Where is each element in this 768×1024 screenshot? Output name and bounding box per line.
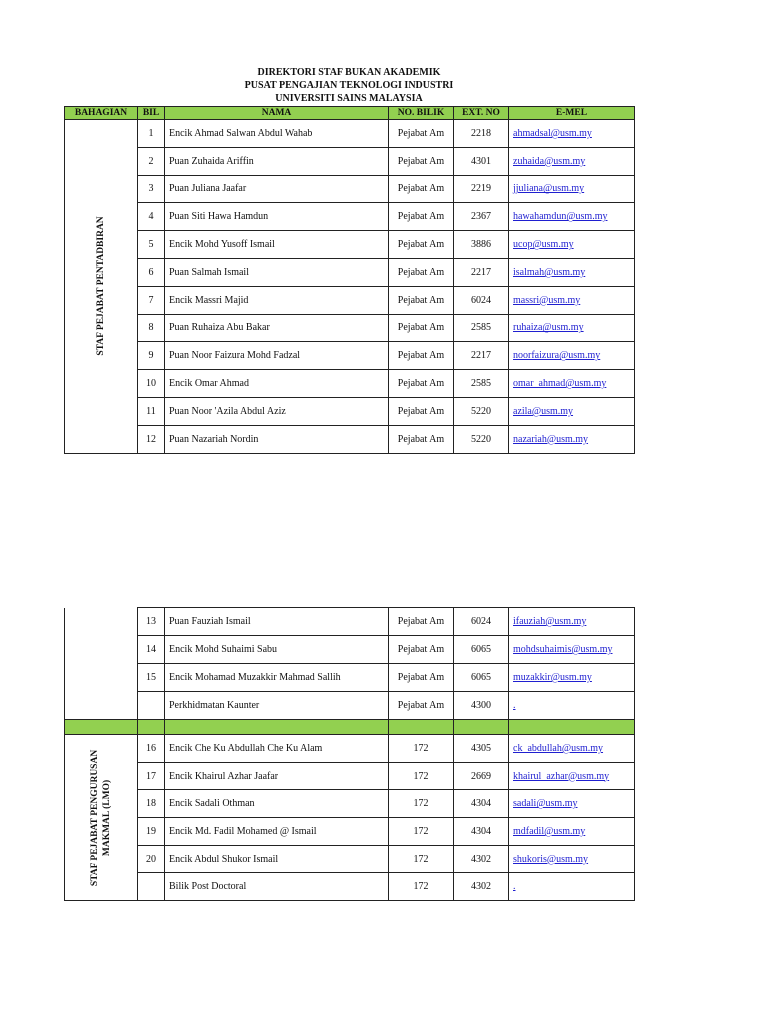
extension-number: 6065 xyxy=(454,664,509,692)
title-line-3: UNIVERSITI SAINS MALAYSIA xyxy=(275,93,423,104)
email-link[interactable]: ahmadsal@usm.my xyxy=(509,120,635,148)
extension-number: 2217 xyxy=(454,258,509,286)
extension-number: 4302 xyxy=(454,845,509,873)
table-row xyxy=(65,175,635,203)
header-bil: BIL xyxy=(138,107,165,120)
email-link[interactable]: mdfadil@usm.my xyxy=(509,818,635,846)
header-email: E-MEL xyxy=(509,107,635,120)
room-number: Pejabat Am xyxy=(389,664,454,692)
row-number: 1 xyxy=(138,120,165,148)
room-number: Pejabat Am xyxy=(389,692,454,720)
table-row xyxy=(65,314,635,342)
table-row xyxy=(65,397,635,425)
extension-number: 2219 xyxy=(454,175,509,203)
table-row xyxy=(65,258,635,286)
row-number: 6 xyxy=(138,258,165,286)
room-number: 172 xyxy=(389,790,454,818)
extension-number: 2585 xyxy=(454,370,509,398)
email-link[interactable]: muzakkir@usm.my xyxy=(509,664,635,692)
staff-name: Perkhidmatan Kaunter xyxy=(165,692,389,720)
staff-name: Puan Siti Hawa Hamdun xyxy=(165,203,389,231)
section-label xyxy=(95,217,107,356)
room-number: Pejabat Am xyxy=(389,314,454,342)
room-number: Pejabat Am xyxy=(389,175,454,203)
room-number: 172 xyxy=(389,735,454,763)
row-number: 19 xyxy=(138,818,165,846)
room-number: Pejabat Am xyxy=(389,231,454,259)
extension-number: 2669 xyxy=(454,762,509,790)
email-link[interactable]: zuhaida@usm.my xyxy=(509,147,635,175)
table-row xyxy=(65,203,635,231)
room-number: 172 xyxy=(389,762,454,790)
email-link[interactable]: noorfaizura@usm.my xyxy=(509,342,635,370)
section-label-line-1: STAF PEJABAT PENGURUSAN xyxy=(90,749,100,886)
extension-number: 4302 xyxy=(454,873,509,901)
row-number xyxy=(138,873,165,901)
extension-number: 2218 xyxy=(454,120,509,148)
staff-name: Puan Fauziah Ismail xyxy=(165,608,389,636)
email-link[interactable]: omar_ahmad@usm.my xyxy=(509,370,635,398)
header-bahagian: BAHAGIAN xyxy=(65,107,138,120)
row-number: 16 xyxy=(138,735,165,763)
room-number: 172 xyxy=(389,818,454,846)
row-number: 5 xyxy=(138,231,165,259)
row-number xyxy=(138,692,165,720)
room-number: Pejabat Am xyxy=(389,203,454,231)
section-label-cell xyxy=(65,608,138,720)
table-row xyxy=(65,147,635,175)
email-link[interactable]: massri@usm.my xyxy=(509,286,635,314)
room-number: Pejabat Am xyxy=(389,258,454,286)
table-row xyxy=(65,664,635,692)
room-number: Pejabat Am xyxy=(389,120,454,148)
staff-name: Encik Che Ku Abdullah Che Ku Alam xyxy=(165,735,389,763)
row-number: 9 xyxy=(138,342,165,370)
table-row xyxy=(65,425,635,453)
title-line-1: DIREKTORI STAF BUKAN AKADEMIK xyxy=(257,67,441,78)
section-label-text: STAF PEJABAT PENTADBIRAN xyxy=(96,216,106,356)
row-number: 8 xyxy=(138,314,165,342)
table-row xyxy=(65,231,635,259)
row-number: 2 xyxy=(138,147,165,175)
table-row xyxy=(65,845,635,873)
table-row xyxy=(65,370,635,398)
staff-name: Bilik Post Doctoral xyxy=(165,873,389,901)
extension-number: 4301 xyxy=(454,147,509,175)
email-link[interactable]: ruhaiza@usm.my xyxy=(509,314,635,342)
section-separator-row xyxy=(65,720,635,735)
email-link[interactable]: nazariah@usm.my xyxy=(509,425,635,453)
email-link[interactable]: . xyxy=(509,873,635,901)
staff-name: Puan Noor 'Azila Abdul Aziz xyxy=(165,397,389,425)
row-number: 10 xyxy=(138,370,165,398)
table-row xyxy=(65,818,635,846)
extension-number: 5220 xyxy=(454,425,509,453)
extension-number: 2585 xyxy=(454,314,509,342)
header-ext-no: EXT. NO xyxy=(454,107,509,120)
staff-name: Encik Mohd Yusoff Ismail xyxy=(165,231,389,259)
table-row xyxy=(65,120,635,148)
section-label xyxy=(89,749,113,885)
table-row xyxy=(65,873,635,901)
staff-name: Encik Mohamad Muzakkir Mahmad Sallih xyxy=(165,664,389,692)
separator-cell xyxy=(165,720,389,735)
email-link[interactable]: shukoris@usm.my xyxy=(509,845,635,873)
extension-number: 4305 xyxy=(454,735,509,763)
table-row xyxy=(65,342,635,370)
staff-name: Encik Abdul Shukor Ismail xyxy=(165,845,389,873)
room-number: Pejabat Am xyxy=(389,636,454,664)
email-link[interactable]: hawahamdun@usm.my xyxy=(509,203,635,231)
staff-name: Encik Massri Majid xyxy=(165,286,389,314)
staff-name: Puan Zuhaida Ariffin xyxy=(165,147,389,175)
staff-name: Puan Juliana Jaafar xyxy=(165,175,389,203)
separator-cell xyxy=(509,720,635,735)
row-number: 18 xyxy=(138,790,165,818)
staff-name: Encik Md. Fadil Mohamed @ Ismail xyxy=(165,818,389,846)
staff-directory-table-continued xyxy=(64,607,635,901)
room-number: Pejabat Am xyxy=(389,425,454,453)
staff-name: Encik Omar Ahmad xyxy=(165,370,389,398)
section-label-line-2: MAKMAL (LMO) xyxy=(102,779,112,856)
header-no-bilik: NO. BILIK xyxy=(389,107,454,120)
table-row xyxy=(65,790,635,818)
table-row xyxy=(65,636,635,664)
section-label-cell xyxy=(65,120,138,454)
room-number: Pejabat Am xyxy=(389,147,454,175)
row-number: 11 xyxy=(138,397,165,425)
row-number: 17 xyxy=(138,762,165,790)
email-link[interactable]: ucop@usm.my xyxy=(509,231,635,259)
document-title-block xyxy=(64,66,634,105)
section-label-cell xyxy=(65,735,138,901)
table-row xyxy=(65,762,635,790)
table-row xyxy=(65,608,635,636)
separator-cell xyxy=(65,720,138,735)
row-number: 14 xyxy=(138,636,165,664)
table-row xyxy=(65,735,635,763)
email-link[interactable]: ck_abdullah@usm.my xyxy=(509,735,635,763)
separator-cell xyxy=(389,720,454,735)
staff-directory-table xyxy=(64,106,635,454)
row-number: 7 xyxy=(138,286,165,314)
staff-name: Encik Sadali Othman xyxy=(165,790,389,818)
room-number: Pejabat Am xyxy=(389,342,454,370)
extension-number: 4304 xyxy=(454,818,509,846)
extension-number: 3886 xyxy=(454,231,509,259)
row-number: 12 xyxy=(138,425,165,453)
row-number: 20 xyxy=(138,845,165,873)
separator-cell xyxy=(138,720,165,735)
staff-name: Puan Noor Faizura Mohd Fadzal xyxy=(165,342,389,370)
row-number: 3 xyxy=(138,175,165,203)
header-nama: NAMA xyxy=(165,107,389,120)
extension-number: 6024 xyxy=(454,286,509,314)
staff-name: Puan Nazariah Nordin xyxy=(165,425,389,453)
extension-number: 2217 xyxy=(454,342,509,370)
room-number: Pejabat Am xyxy=(389,286,454,314)
email-link[interactable]: sadali@usm.my xyxy=(509,790,635,818)
email-link[interactable]: mohdsuhaimis@usm.my xyxy=(509,636,635,664)
extension-number: 2367 xyxy=(454,203,509,231)
email-link[interactable]: . xyxy=(509,692,635,720)
room-number: Pejabat Am xyxy=(389,397,454,425)
staff-name: Puan Ruhaiza Abu Bakar xyxy=(165,314,389,342)
table-header-row xyxy=(65,107,635,120)
title-line-2: PUSAT PENGAJIAN TEKNOLOGI INDUSTRI xyxy=(244,80,454,91)
email-link[interactable]: ifauziah@usm.my xyxy=(509,608,635,636)
extension-number: 5220 xyxy=(454,397,509,425)
extension-number: 4304 xyxy=(454,790,509,818)
email-link[interactable]: azila@usm.my xyxy=(509,397,635,425)
table-row xyxy=(65,692,635,720)
email-link[interactable]: isalmah@usm.my xyxy=(509,258,635,286)
separator-cell xyxy=(454,720,509,735)
room-number: Pejabat Am xyxy=(389,608,454,636)
staff-name: Encik Khairul Azhar Jaafar xyxy=(165,762,389,790)
staff-name: Encik Ahmad Salwan Abdul Wahab xyxy=(165,120,389,148)
row-number: 13 xyxy=(138,608,165,636)
row-number: 4 xyxy=(138,203,165,231)
email-link[interactable]: jjuliana@usm.my xyxy=(509,175,635,203)
extension-number: 6024 xyxy=(454,608,509,636)
row-number: 15 xyxy=(138,664,165,692)
staff-name: Encik Mohd Suhaimi Sabu xyxy=(165,636,389,664)
table-row xyxy=(65,286,635,314)
room-number: 172 xyxy=(389,873,454,901)
staff-name: Puan Salmah Ismail xyxy=(165,258,389,286)
email-link[interactable]: khairul_azhar@usm.my xyxy=(509,762,635,790)
room-number: Pejabat Am xyxy=(389,370,454,398)
extension-number: 6065 xyxy=(454,636,509,664)
room-number: 172 xyxy=(389,845,454,873)
extension-number: 4300 xyxy=(454,692,509,720)
